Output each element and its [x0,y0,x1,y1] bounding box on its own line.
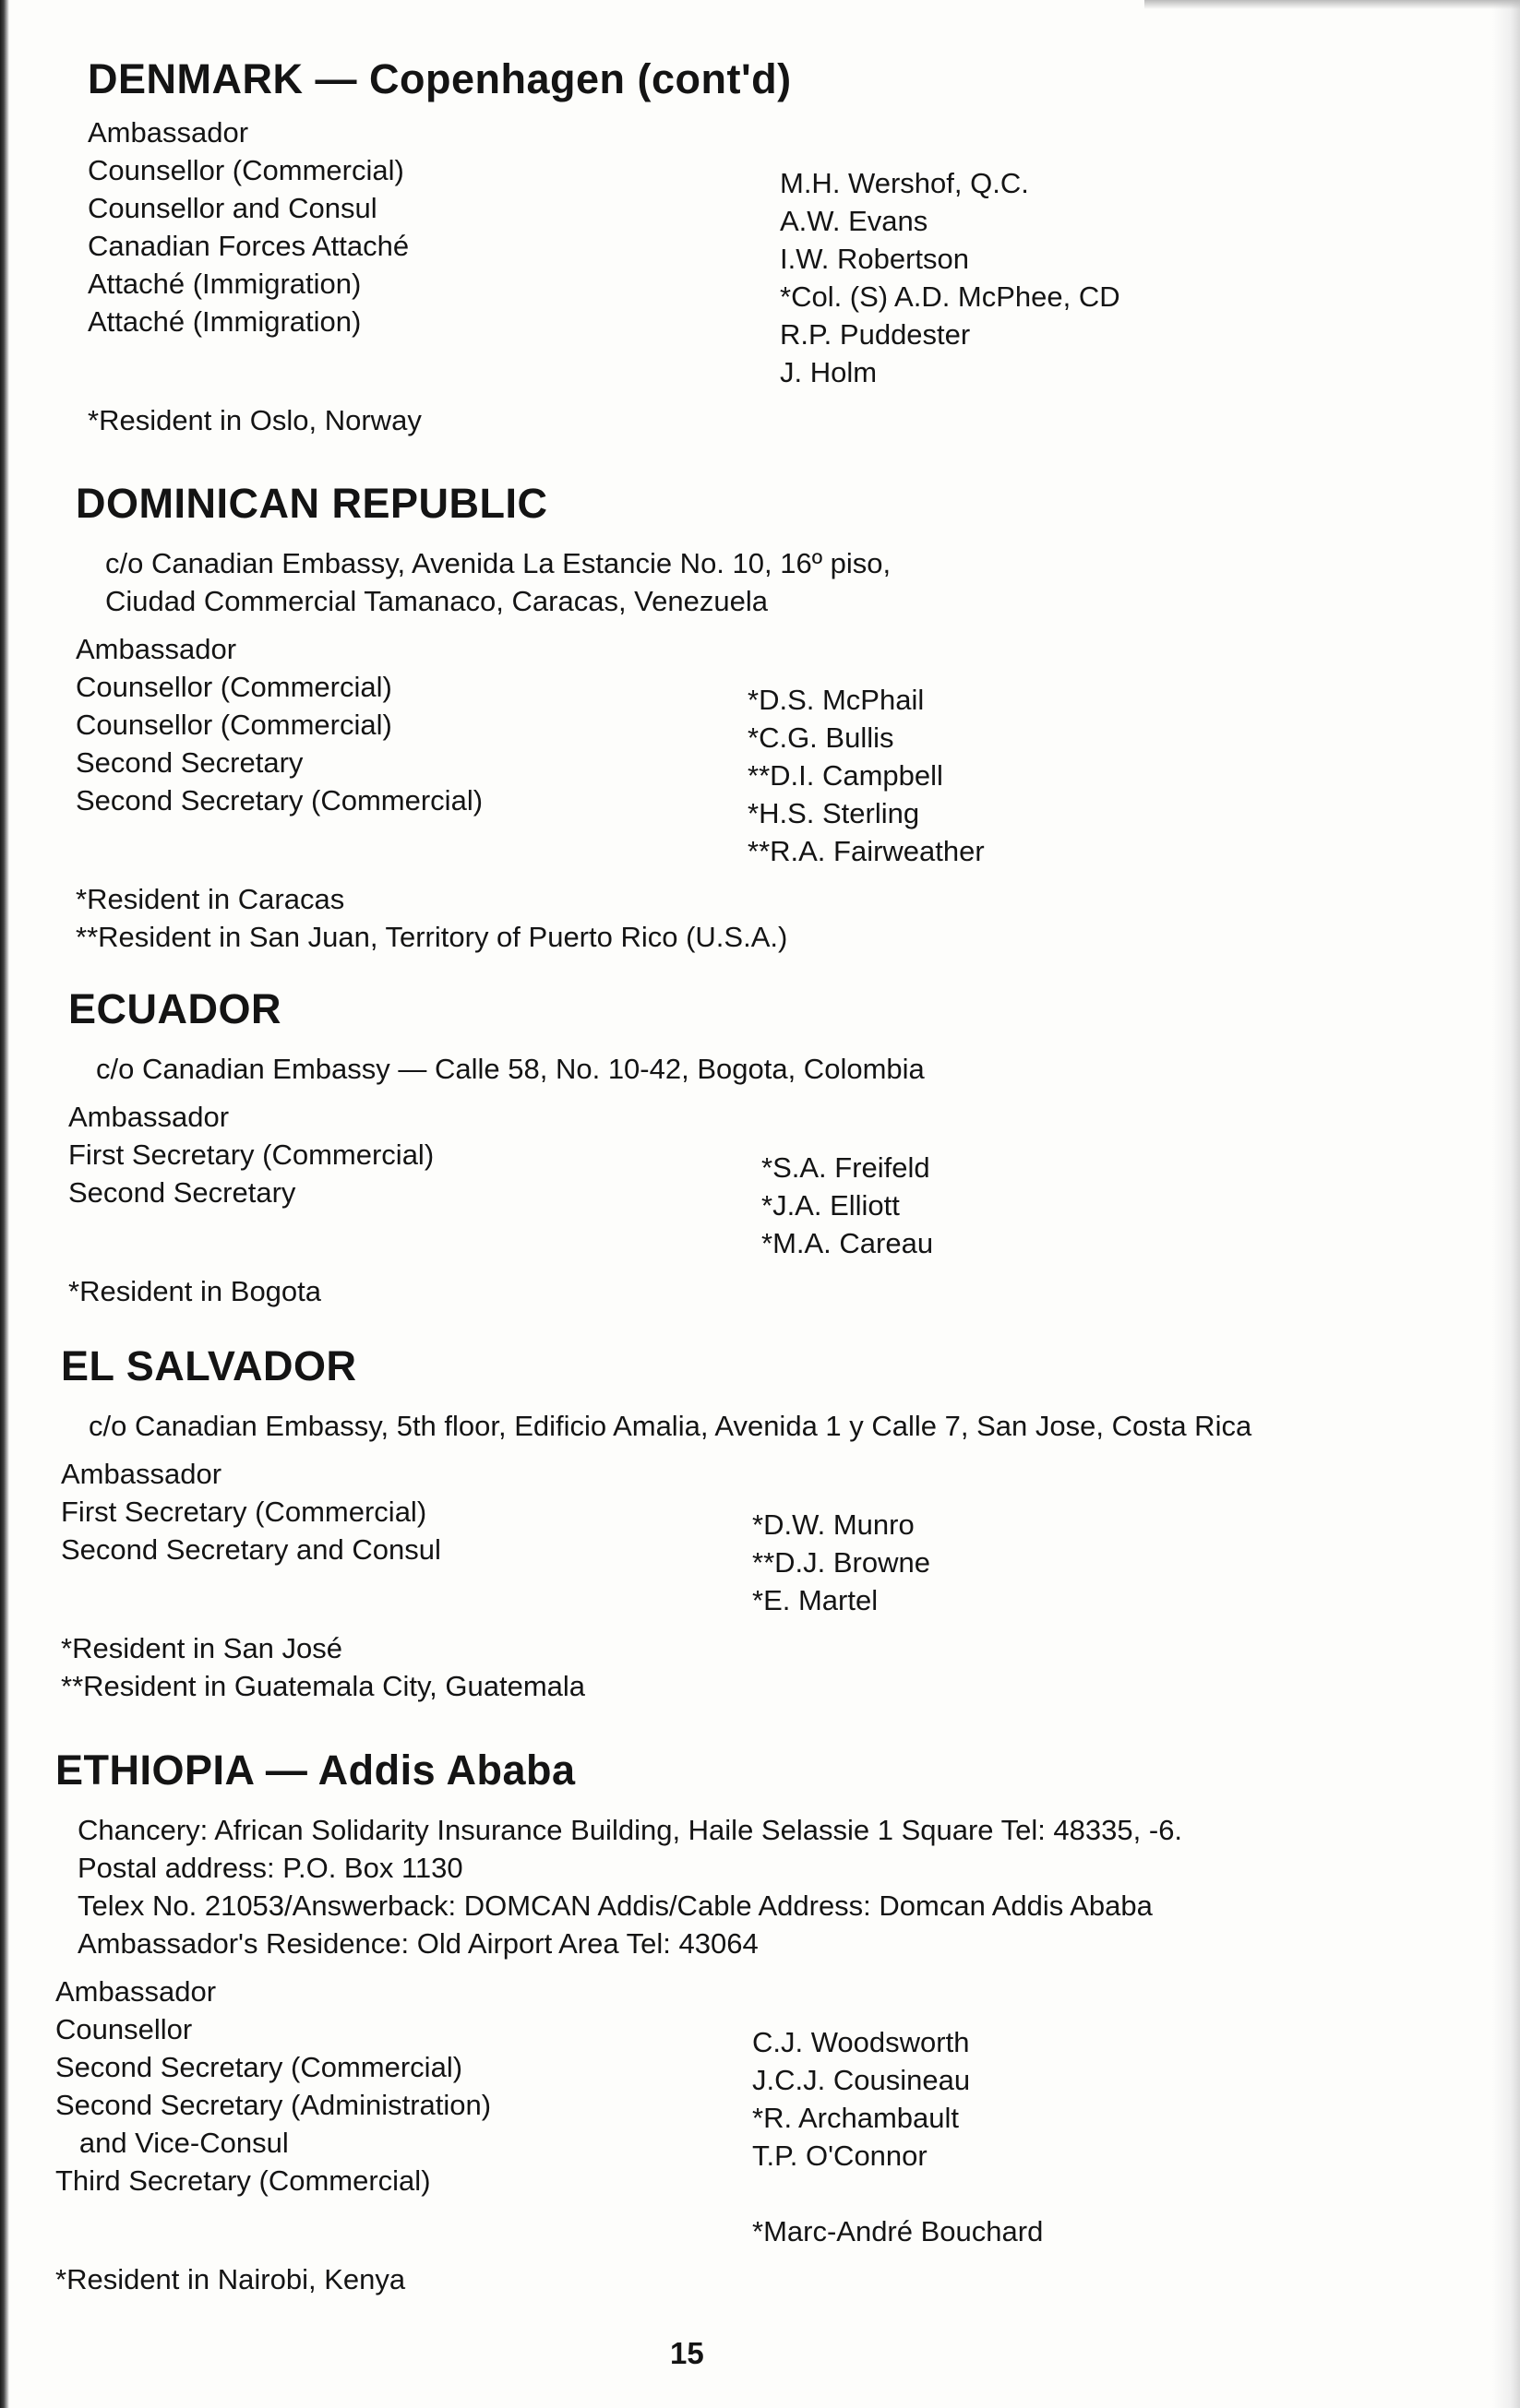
staff-name: R.P. Puddester [780,318,971,351]
staff-row [61,1571,1251,1616]
staff-row [68,1214,934,1259]
staff-row [55,2051,1182,2096]
country-heading: EL SALVADOR [61,1342,357,1389]
footnote: *Resident in Bogota [68,1275,322,1307]
country-section [68,985,934,1310]
staff-name: *E. Martel [752,1584,879,1616]
staff-name: *D.S. McPhail [748,684,925,716]
footnote: *Resident in Nairobi, Kenya [55,2263,406,2295]
staff-row [76,709,894,754]
staff-title: Second Secretary [76,746,304,779]
address-line: Postal address: P.O. Box 1130 [78,1852,463,1884]
staff-name: T.P. O'Connor [752,2140,928,2172]
footnotes [55,2260,1182,2298]
staff-title: Ambassador [55,1975,217,2008]
staff-row [61,1533,1251,1579]
address-line: Ambassador's Residence: Old Airport Area Tel: 43064 [78,1927,759,1960]
country-heading: ECUADOR [68,985,282,1032]
staff-title: Second Secretary and Consul [61,1533,441,1566]
staff-name: I.W. Robertson [780,243,970,275]
staff-name: *M.A. Careau [761,1227,934,1259]
staff-row [88,230,970,275]
address-line: Ciudad Commercial Tamanaco, Caracas, Venezuela [105,585,768,617]
address-line: Telex No. 21053/Answerback: DOMCAN Addis/Cable Address: Domcan Addis Ababa [78,1889,1153,1922]
staff-title: and Vice-Consul [55,2127,289,2159]
staff-row [88,343,878,388]
staff-title: Third Secretary (Commercial) [55,2164,431,2197]
address-line: c/o Canadian Embassy, Avenida La Estancie No. 10, 16º piso, [105,547,892,579]
address-block [89,1407,1251,1445]
staff-title: Second Secretary [68,1176,296,1209]
staff-title: Second Secretary (Commercial) [55,2051,463,2083]
staff-name: **R.A. Fairweather [748,835,985,867]
staff-row [55,2202,1182,2247]
country-heading: DENMARK — Copenhagen (cont'd) [88,55,792,102]
staff-name: *Marc-André Bouchard [752,2215,1044,2247]
staff-title: Counsellor (Commercial) [76,709,392,741]
footnote: **Resident in San Juan, Territory of Puerto Rico (U.S.A.) [76,921,788,953]
page-number: 15 [670,2336,704,2370]
scan-top-edge [1144,0,1520,9]
staff-row [88,116,792,154]
staff-name: *H.S. Sterling [748,797,920,829]
staff-name: *D.W. Munro [752,1508,915,1541]
staff-row [68,1176,925,1222]
footnote: **Resident in Guatemala City, Guatemala [61,1670,586,1702]
staff-title: Counsellor (Commercial) [76,671,392,703]
staff-row [88,268,1120,313]
staff-title: Canadian Forces Attaché [88,230,410,262]
footnote: *Resident in San José [61,1632,343,1664]
staff-row [61,1496,1251,1541]
staff-row [55,1975,1182,2013]
staff-title: First Secretary (Commercial) [61,1496,427,1528]
staff-title: Attaché (Immigration) [88,305,362,338]
footnotes [61,1629,1251,1705]
staff-row [55,2164,1182,2202]
staff-list [61,1458,1251,1616]
staff-row [55,2013,1182,2058]
staff-name: A.W. Evans [780,205,928,237]
staff-title: First Secretary (Commercial) [68,1138,435,1171]
staff-name: **D.J. Browne [752,1546,930,1579]
staff-name: J.C.J. Cousineau [752,2064,971,2096]
scan-left-edge [0,0,9,2408]
staff-title: Counsellor [55,2013,193,2045]
staff-title: Second Secretary (Commercial) [76,784,484,817]
staff-name: *Col. (S) A.D. McPhee, CD [780,280,1120,313]
staff-title: Ambassador [61,1458,222,1490]
staff-row [76,633,891,671]
staff-row [76,822,985,867]
footnotes [88,401,792,439]
country-section [55,1746,1182,2298]
staff-list [76,633,985,867]
staff-title: Ambassador [68,1101,230,1133]
staff-row [68,1101,925,1138]
staff-row [55,2127,1182,2172]
staff-title: Counsellor and Consul [88,192,377,224]
staff-name: *C.G. Bullis [748,721,894,754]
staff-row [55,2089,1182,2134]
staff-title: Counsellor (Commercial) [88,154,404,186]
footnotes [76,880,891,956]
scan-right-edge [1492,0,1520,2408]
staff-name: *S.A. Freifeld [761,1151,930,1184]
footnote: *Resident in Caracas [76,883,345,915]
staff-list [68,1101,934,1259]
staff-title: Attaché (Immigration) [88,268,362,300]
staff-name: J. Holm [780,356,878,388]
staff-title: Ambassador [88,116,249,149]
footnote: *Resident in Oslo, Norway [88,404,422,436]
staff-list [55,1975,1182,2247]
staff-name: C.J. Woodsworth [752,2026,970,2058]
staff-title: Ambassador [76,633,237,665]
staff-row [76,746,943,792]
address-block [105,544,891,620]
country-heading: ETHIOPIA — Addis Ababa [55,1746,576,1794]
address-line: c/o Canadian Embassy — Calle 58, No. 10-42, Bogota, Colombia [96,1053,925,1085]
address-block [78,1811,1182,1962]
staff-row [88,154,1029,199]
address-line: Chancery: African Solidarity Insurance Building, Haile Selassie 1 Square Tel: 48335, -6. [78,1814,1183,1846]
country-section [61,1342,1251,1705]
staff-name: **D.I. Campbell [748,759,943,792]
staff-title: Second Secretary (Administration) [55,2089,492,2121]
country-section [88,55,1120,439]
staff-row [88,305,971,351]
country-section [76,480,985,956]
staff-name: *R. Archambault [752,2102,959,2134]
address-block [96,1050,925,1088]
staff-row [76,671,925,716]
staff-name: M.H. Wershof, Q.C. [780,167,1029,199]
staff-row [61,1458,1251,1496]
address-line: c/o Canadian Embassy, 5th floor, Edificio Amalia, Avenida 1 y Calle 7, San Jose, Costa Rica [89,1410,1252,1442]
staff-row [68,1138,930,1184]
staff-row [88,192,928,237]
country-heading: DOMINICAN REPUBLIC [76,480,548,527]
staff-name: *J.A. Elliott [761,1189,900,1222]
staff-list [88,116,1120,388]
staff-row [76,784,920,829]
footnotes [68,1272,925,1310]
